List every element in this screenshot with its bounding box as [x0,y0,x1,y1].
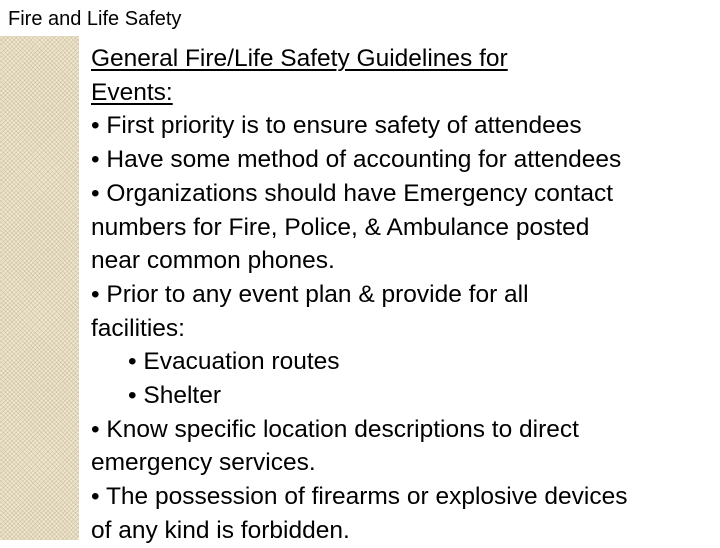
bullet-emergency-contacts-cont-2: near common phones. [91,247,335,275]
bullet-attendee-safety: • First priority is to ensure safety of attendees [91,112,582,140]
bullet-event-planning-cont: facilities: [91,314,185,342]
bullet-accounting: • Have some method of accounting for attendees [91,146,622,174]
body-heading [91,42,711,109]
bullet-emergency-contacts-cont: numbers for Fire, Police, & Ambulance posted [91,213,590,241]
bullet-emergency-contacts: • Organizations should have Emergency contact [91,179,614,207]
sub-bullet-evacuation-routes: • Evacuation routes [128,348,340,376]
bullet-location-descriptions: • Know specific location descriptions to direct [91,415,579,443]
sub-bullet-shelter: • Shelter [128,382,222,410]
decorative-left-band [0,36,79,540]
bullet-firearms: • The possession of firearms or explosive devices [91,483,628,511]
slide-body [91,42,711,548]
slide-title: Fire and Life Safety [8,8,182,30]
heading-line-1: General Fire/Life Safety Guidelines for [91,45,508,72]
bullet-firearms-cont: of any kind is forbidden. [91,516,350,544]
heading-line-2: Events: [91,78,173,106]
bullet-location-descriptions-cont: emergency services. [91,449,316,477]
bullet-event-planning: • Prior to any event plan & provide for all [91,280,529,308]
